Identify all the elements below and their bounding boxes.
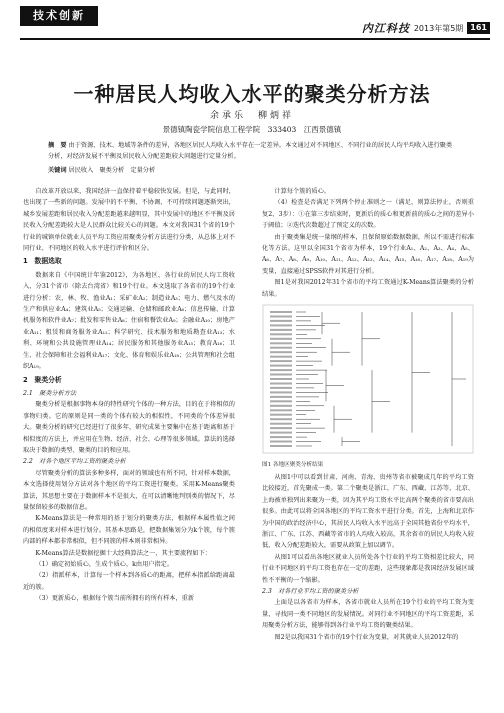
paragraph: 尽管聚类分析的算法多种多样，面对的领域也有所不同，针对样本数据，本文选择使用划分方法对各个地区的平均工资进行聚类。采用K-Means聚类算法，其思想主要在于数据样本不是很大，在可以清晰地判别类的情况下，尽量保留较多的数据信息。: [23, 469, 235, 511]
paragraph: 从图1可以看出各地区就业人员所处各个行业的平均工资相差比较大，同行业不同地区的平均工资也存在一定的差距，这些现象都是我国经济发展区域性不平衡的一个缩影。: [262, 553, 474, 584]
paragraph: 聚类分析是根据事物本身的特性研究个体的一种方法，目的在于将相似的事物归类。它的原则是同一类的个体有较大的相似性，不同类的个体差异很大。聚类分析的研究已经进行了很多年，研究成果主要集中在基于距离和基于相似度的方法上，并应用在生物、经济、社会、心理等很多领域。算法的选择取决于数据的类型、聚类的目的和应用。: [23, 401, 235, 454]
leaf-label-mark: [270, 342, 292, 344]
leaf-label-mark: [270, 316, 292, 318]
section-heading: 1 数据选取: [23, 257, 62, 266]
page-header: [0, 0, 504, 44]
leaf-label-mark: [270, 360, 292, 362]
right-column: [262, 186, 474, 643]
abstract: [48, 140, 456, 162]
paragraph: 从图1中可以看到甘肃、河南、青海、贵州等省市被聚成几年的平均工资比较接近，首先聚成一类。第二个聚类是浙江、广东、西藏、江苏等，北京、上海被单独列出来聚为一类，因为其平均工资水平比高两个聚类的省市要高出很多。由此可以将全国各地区的平均工资水平进行分类。首先，上海和北京作为中国的政治经济中心，其居民人均收入水平远高于全国其他省份平均水平，浙江、广东、江苏、西藏等省市的人均收入较高，其余省市的居民人均收入较低，收入分配差距较大，需要从政策上加以调节。: [262, 473, 474, 550]
leaf-label-mark: [270, 351, 292, 353]
right-column-bottom: [262, 472, 474, 643]
leaf-label-mark: [270, 356, 292, 358]
abstract-text: 由于资源、技术、地域等条件的差异，各地区居民人均收入水平存在一定差异。本文通过对不同地区、不同行业的居民人均平均收入进行聚类分析，对经济发展不平衡及居民收入分配差距较大问题进行定量分析。: [48, 142, 453, 160]
leaf-label-mark: [270, 405, 292, 407]
leaf-label-mark: [270, 396, 292, 398]
leaf-label-mark: [270, 423, 292, 425]
paragraph: （2）指派样本，计算每一个样本到各质心的距离，把样本指派给距离最近的簇。: [23, 572, 235, 591]
leaf-label-mark: [270, 369, 292, 371]
paragraph: 由于聚类集是统一量纲的样本，且保留原始数据数据，所以不需进行标准化等方法。这里以全国31个省市为样本，19个行业A₁、A₂、A₃、A₄、A₅、A₆、A₇、A₈、A₉、A₁₀、A₁₁、A₁₂、A₁₃、A₁₄、A₁₅、A₁₆、A₁₇、A₁₈、A₁₉为变量，直接通过SPSS软件对其进行分析。: [262, 233, 474, 275]
leaf-label-mark: [270, 432, 292, 434]
paragraph: 计算每个簇的质心。: [274, 188, 331, 195]
paragraph: K-Means算法是数据挖掘十大经典算法之一，其主要流程如下：: [35, 549, 211, 557]
leaf-label-mark: [270, 409, 292, 411]
keywords: [48, 165, 456, 174]
article-authors: 余承乐 柳炳祥: [209, 111, 294, 121]
figure-frame: [263, 305, 473, 453]
paragraph: 图2是以我国31个省市的19个行业为变量，对其就业人员2012年的: [274, 633, 459, 641]
leaf-label-mark: [270, 324, 292, 326]
subsection-heading: 2.1 聚类分析方法: [23, 389, 77, 397]
leaf-label-mark: [270, 441, 292, 443]
leaf-label-mark: [270, 427, 292, 429]
paragraph: （1）确定初始质心，生成个质心，k由用户指定。: [35, 561, 174, 568]
section-tab: 技术创新: [20, 6, 98, 26]
leaf-label-mark: [270, 400, 292, 402]
leaf-label-mark: [270, 414, 292, 416]
subsection-heading: 2.2 对各个地区平均工资的聚类分析: [23, 458, 126, 466]
leaf-label-mark: [270, 418, 292, 420]
issue-label: 2013年第5期: [413, 23, 464, 33]
section-heading: 2 聚类分析: [23, 375, 62, 384]
keywords-label: 关键词: [48, 167, 67, 174]
page-number: 161: [467, 22, 490, 34]
leaf-label-mark: [270, 391, 292, 393]
paragraph: （3）更新质心，根据每个簇当前所拥有的所有样本，重新: [35, 595, 195, 603]
leaf-label-mark: [270, 338, 292, 340]
right-column-top: [262, 186, 474, 300]
dendrogram-figure: [262, 304, 474, 454]
keywords-text: 居民收入 聚类分析 定量分析: [68, 167, 156, 174]
paragraph: 自改革开放以来，我国经济一直保持着平稳较快发展。但是，与此同时，也出现了一些新的问题。发展中的不平衡、不协调、不可持续问题逐渐突出，城乡发展差距和居民收入分配差距越来越明显，其中发展中的地区不平衡及居民收入分配差距较大是人民群众比较关心的问题。本文对我国31个省的19个行业的城镇单位就业人员平均工资应用聚类分析方法进行分类，从总体上对不同行业、不同地区的收入水平进行评价和区分。: [23, 188, 235, 253]
magazine-logo: 内江科技: [361, 22, 410, 35]
paragraph: （4）检查是否满足下列两个停止准则之一（满足，则算法停止，否则重复2、3步）：①在第三步结束时，更新后的质心和更新前的质心之间的差异小于阈值；②迭代次数超过了预定义的次数。: [262, 199, 474, 230]
article-title: 一种居民人均收入水平的聚类分析方法: [73, 82, 431, 106]
leaf-label-mark: [270, 365, 292, 367]
leaf-label-mark: [270, 383, 292, 385]
leaf-label-mark: [270, 329, 292, 331]
paragraph: K-Means算法是一种常用的基于划分的聚类方法，根据样本属性值之间的相似度来对样本进行划分。其基本思路是，把数据集划分为k个簇，每个簇内部的样本都非常相似，但不同簇的样本则非常相异。: [23, 515, 235, 546]
leaf-label-mark: [270, 436, 292, 438]
magazine-info: [362, 20, 490, 36]
paragraph: 上面是以各省市为样本，各省市就业人员所在19个行业的平均工资为变量，寻找同一类不同地区的发展情况。对同行业不同地区的平均工资差距，采用聚类分析方法，能够得到各行业平均工资的聚类结果。: [262, 599, 474, 630]
paragraph: 图1是对我国2012年31个省市的平均工资通过K-Means算法聚类的分析结果。: [262, 279, 474, 298]
paragraph: 数据来自《中国统计年鉴2012》，为各地区、各行业的居民人均工资收入，分31个省市（除去台湾省）和19个行业。本文选取了各省市的19个行业进行分析：农、林、牧、渔业A₁；采矿业A₂；制造业A₃；电力、燃气及水的生产和供应业A₄；建筑业A₅；交通运输、仓储和邮政业A₆；信息传输、计算机服务和软件业A₇；批发和零售业A₈；住宿和餐饮业A₉；金融业A₁₀；房地产业A₁₁；租赁和商务服务业A₁₂；科学研究、技术服务和地质勘查业A₁₃；水利、环境和公共设施管理业A₁₄；居民服务和其他服务业A₁₅；教育A₁₆；卫生、社会保障和社会福利业A₁₇；文化、体育和娱乐业A₁₈；公共管理和社会组织A₁₉。: [23, 271, 235, 371]
leaf-label-mark: [270, 387, 292, 389]
left-column: [23, 186, 235, 605]
leaf-label-mark: [270, 320, 292, 322]
abstract-label: 摘 要: [48, 142, 67, 149]
leaf-label-mark: [270, 445, 292, 447]
subsection-heading: 2.3 对各行业平均工资的聚类分析: [262, 587, 359, 595]
leaf-label-mark: [270, 374, 292, 376]
header-rule: [20, 38, 490, 40]
leaf-label-mark: [270, 378, 292, 380]
article-affiliation: 景德镇陶瓷学院信息工程学院 333403 江西景德镇: [162, 125, 342, 134]
figure-caption: 图1 各地区聚类分析结果: [262, 462, 324, 469]
leaf-label-mark: [270, 347, 292, 349]
leaf-label-mark: [270, 333, 292, 335]
leaf-label-mark: [270, 311, 292, 313]
